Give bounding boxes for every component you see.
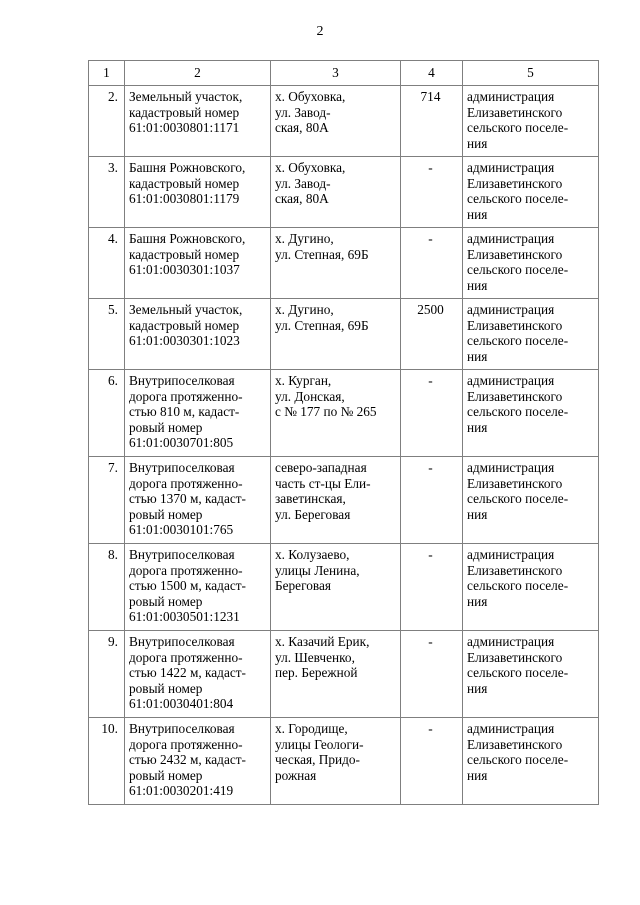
area-cell: - bbox=[401, 370, 463, 457]
area-cell: 2500 bbox=[401, 299, 463, 370]
object-cell: Внутрипоселковая дорога протяженно- стью 1422 м, кадаст- ровый номер 61:01:0030401:804 bbox=[125, 631, 271, 718]
row-number: 7. bbox=[89, 457, 125, 544]
location-cell: х. Дугино, ул. Степная, 69Б bbox=[271, 299, 401, 370]
row-number: 3. bbox=[89, 157, 125, 228]
holder-cell: администрация Елизаветинского сельского поселе- ния bbox=[463, 299, 599, 370]
table-row bbox=[89, 299, 599, 370]
holder-cell: администрация Елизаветинского сельского поселе- ния bbox=[463, 86, 599, 157]
holder-cell: администрация Елизаветинского сельского поселе- ния bbox=[463, 544, 599, 631]
object-cell: Земельный участок, кадастровый номер 61:01:0030801:1171 bbox=[125, 86, 271, 157]
page-number: 2 bbox=[316, 24, 324, 39]
object-cell: Башня Рожновского, кадастровый номер 61:01:0030301:1037 bbox=[125, 228, 271, 299]
area-cell: - bbox=[401, 228, 463, 299]
table-row bbox=[89, 718, 599, 805]
table-row bbox=[89, 544, 599, 631]
table-header-row bbox=[89, 61, 599, 86]
area-cell: - bbox=[401, 544, 463, 631]
row-number: 10. bbox=[89, 718, 125, 805]
area-cell: - bbox=[401, 157, 463, 228]
row-number: 9. bbox=[89, 631, 125, 718]
holder-cell: администрация Елизаветинского сельского поселе- ния bbox=[463, 457, 599, 544]
table-row bbox=[89, 370, 599, 457]
location-cell: х. Обуховка, ул. Завод- ская, 80А bbox=[271, 157, 401, 228]
area-cell: - bbox=[401, 631, 463, 718]
column-header: 3 bbox=[271, 61, 401, 86]
object-cell: Внутрипоселковая дорога протяженно- стью 1370 м, кадаст- ровый номер 61:01:0030101:765 bbox=[125, 457, 271, 544]
table-row bbox=[89, 457, 599, 544]
holder-cell: администрация Елизаветинского сельского поселе- ния bbox=[463, 228, 599, 299]
table-row bbox=[89, 631, 599, 718]
holder-cell: администрация Елизаветинского сельского поселе- ния bbox=[463, 157, 599, 228]
location-cell: х. Дугино, ул. Степная, 69Б bbox=[271, 228, 401, 299]
area-cell: - bbox=[401, 718, 463, 805]
object-cell: Внутрипоселковая дорога протяженно- стью 2432 м, кадаст- ровый номер 61:01:0030201:419 bbox=[125, 718, 271, 805]
row-number: 4. bbox=[89, 228, 125, 299]
holder-cell: администрация Елизаветинского сельского поселе- ния bbox=[463, 370, 599, 457]
location-cell: х. Курган, ул. Донская, с № 177 по № 265 bbox=[271, 370, 401, 457]
area-cell: - bbox=[401, 457, 463, 544]
table-row bbox=[89, 86, 599, 157]
area-cell: 714 bbox=[401, 86, 463, 157]
column-header: 1 bbox=[89, 61, 125, 86]
column-header: 4 bbox=[401, 61, 463, 86]
location-cell: х. Обуховка, ул. Завод- ская, 80А bbox=[271, 86, 401, 157]
column-header: 5 bbox=[463, 61, 599, 86]
row-number: 8. bbox=[89, 544, 125, 631]
holder-cell: администрация Елизаветинского сельского поселе- ния bbox=[463, 631, 599, 718]
location-cell: северо-западная часть ст-цы Ели- заветинская, ул. Береговая bbox=[271, 457, 401, 544]
object-cell: Башня Рожновского, кадастровый номер 61:01:0030801:1179 bbox=[125, 157, 271, 228]
location-cell: х. Казачий Ерик, ул. Шевченко, пер. Бережной bbox=[271, 631, 401, 718]
object-cell: Внутрипоселковая дорога протяженно- стью 810 м, кадаст- ровый номер 61:01:0030701:805 bbox=[125, 370, 271, 457]
row-number: 2. bbox=[89, 86, 125, 157]
object-cell: Земельный участок, кадастровый номер 61:01:0030301:1023 bbox=[125, 299, 271, 370]
column-header: 2 bbox=[125, 61, 271, 86]
table-row bbox=[89, 157, 599, 228]
property-table bbox=[88, 60, 599, 805]
table-row bbox=[89, 228, 599, 299]
object-cell: Внутрипоселковая дорога протяженно- стью 1500 м, кадаст- ровый номер 61:01:0030501:1231 bbox=[125, 544, 271, 631]
holder-cell: администрация Елизаветинского сельского поселе- ния bbox=[463, 718, 599, 805]
location-cell: х. Городище, улицы Геологи- ческая, Придо- рожная bbox=[271, 718, 401, 805]
row-number: 6. bbox=[89, 370, 125, 457]
location-cell: х. Колузаево, улицы Ленина, Береговая bbox=[271, 544, 401, 631]
row-number: 5. bbox=[89, 299, 125, 370]
